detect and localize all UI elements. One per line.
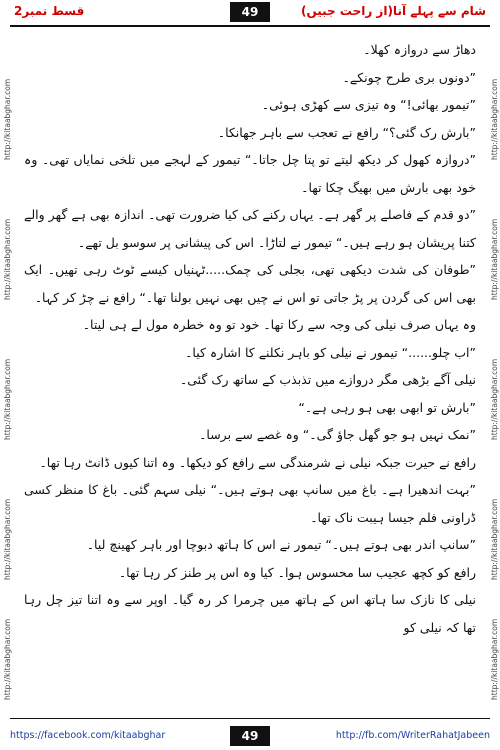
side-url-text: http://kitaabghar.com [3, 358, 12, 440]
side-url-text: http://kitaabghar.com [3, 218, 12, 300]
side-url-text: http://kitaabghar.com [490, 218, 499, 300]
paragraph: ”بارش تو ابھی بھی ہو رہی ہے۔“ [298, 399, 476, 415]
side-url-text: http://kitaabghar.com [490, 618, 499, 700]
side-url-text: http://kitaabghar.com [490, 358, 499, 440]
side-url-text: http://kitaabghar.com [490, 78, 499, 160]
page-footer [0, 718, 500, 750]
writer-facebook-link[interactable]: http://fb.com/WriterRahatJabeen [335, 730, 490, 741]
paragraph: ”تیمور بھائی!“ وہ تیزی سے کھڑی ہوئی۔ [261, 97, 476, 112]
paragraph: نیلی کا نازک سا ہاتھ اس کے ہاتھ میں چرمرا کر رہ گیا۔ اوپر سے وہ اتنا تیز چل رہا تھا کہ نیلی کو [24, 592, 476, 635]
page-number-top: 49 [230, 2, 270, 22]
paragraph: رافع نے حیرت جبکہ نیلی نے شرمندگی سے رافع کو دیکھا۔ وہ اتنا کیوں ڈانٹ رہا تھا۔ [39, 454, 476, 470]
paragraph: ”بارش رک گئی؟“ رافع نے تعجب سے باہر جھانکا۔ [217, 124, 476, 140]
side-url-text: http://kitaabghar.com [3, 498, 12, 580]
paragraph: ”دروازہ کھول کر دیکھ لیتے تو پتا چل جاتا۔“ تیمور کے لہجے میں تلخی نمایاں تھی۔ وہ خود بھی بارش میں بھیگ چکا تھا۔ [24, 152, 476, 195]
paragraph: ”سانپ اندر بھی ہوتے ہیں۔“ تیمور نے اس کا ہاتھ دبوچا اور باہر کھینچ لیا۔ [86, 537, 476, 552]
footer-divider [10, 718, 490, 719]
paragraph: ”اب چلو......“ تیمور نے نیلی کو باہر نکلنے کا اشارہ کیا۔ [185, 344, 476, 360]
paragraph: ”دونوں بری طرح چونکے۔ [342, 69, 476, 85]
story-text [24, 36, 476, 701]
page-number-bottom: 49 [230, 726, 270, 746]
side-url-left [0, 40, 14, 700]
paragraph: ”دو قدم کے فاصلے پر گھر ہے۔ یہاں رکنے کی کیا ضرورت تھی۔ اندازہ بھی ہے گھر والے کتنا پریشان ہو رہے ہیں۔“ تیمور نے لتاڑا۔ اس کی پیشانی پر سوسو بل تھے۔ [24, 207, 476, 250]
paragraph: نیلی آگے بڑھی مگر دروازے میں تذبذب کے ساتھ رک گئی۔ [179, 372, 476, 387]
side-url-text: http://kitaabghar.com [490, 498, 499, 580]
side-url-text: http://kitaabghar.com [3, 78, 12, 160]
side-url-right [486, 40, 500, 700]
page-header [0, 0, 500, 26]
side-url-text: http://kitaabghar.com [3, 618, 12, 700]
paragraph: دھاڑ سے دروازہ کھلا۔ [363, 42, 476, 57]
paragraph: وہ یہاں صرف نیلی کی وجہ سے رکا تھا۔ خود تو وہ خطرہ مول لے ہی لیتا۔ [82, 317, 476, 332]
paragraph: ”طوفان کی شدت دیکھی تھی، بجلی کی چمک.....ٹہنیاں کیسے ٹوٹ رہی تھیں۔ ایک بھی اس کی گردن پر پڑ جاتی تو اس نے چیں بھی نہیں بولنا تھا۔“ رافع نے چڑ کر کہا۔ [24, 262, 476, 305]
paragraph: رافع کو کچھ عجیب سا محسوس ہوا۔ کیا وہ اس پر طنز کر رہا تھا۔ [118, 564, 476, 580]
paragraph: ”نمک نہیں ہو جو گھل جاؤ گی۔“ وہ غصے سے برسا۔ [199, 427, 476, 442]
facebook-link[interactable]: https://facebook.com/kitaabghar [10, 730, 166, 741]
book-title: شام سے پہلے آنا(از راحت جبیں) [300, 4, 486, 18]
header-divider [10, 25, 490, 27]
paragraph: ”بہت اندھیرا ہے۔ باغ میں سانپ بھی ہوتے ہیں۔“ نیلی سہم گئی۔ باغ کا منظر کسی ڈراونی فلم جیسا ہیبت ناک تھا۔ [24, 482, 476, 525]
episode-label: قسط نمبر2 [14, 4, 85, 18]
